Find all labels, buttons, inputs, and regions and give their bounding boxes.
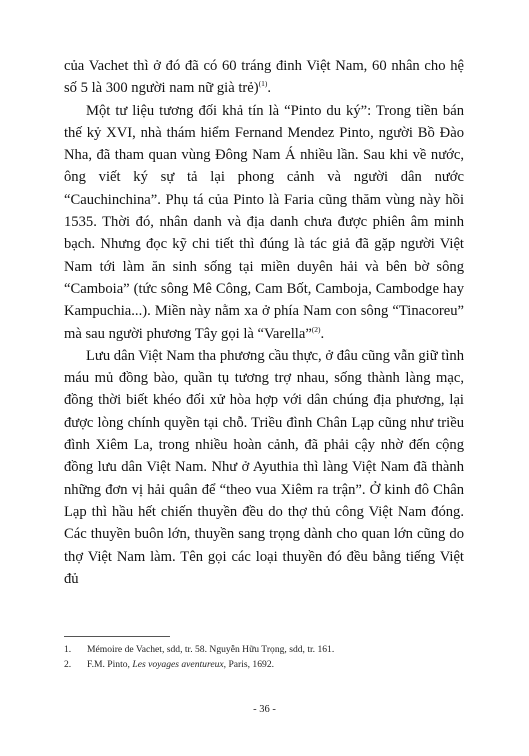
footnote-text-plain: F.M. Pinto, (87, 659, 133, 670)
footnote-number: 1. (64, 644, 72, 655)
paragraph-3 (64, 345, 464, 590)
footnote-1 (64, 642, 464, 657)
footnote-text-plain: Paris, 1692. (226, 659, 275, 670)
paragraph-2 (64, 100, 464, 345)
paragraph-text: Một tư liệu tương đối khả tín là “Pinto du ký”: Trong tiền bán thế kỷ XVI, nhà thám hiểm Fernand Mendez Pinto, người Bồ Đào Nha, đã tham quan vùng Đông Nam Á nhiều lần. Sau khi về nước, ông viết ký sự tả lại phong cảnh và người dân nước “Cauchinchina”. Phụ tá của Pinto là Faria cũng thăm vùng này hồi 1535. Thời đó, nhân danh và địa danh chưa được phiên âm minh bạch. Nhưng đọc kỹ chi tiết thì đúng là tác giả đã gặp người Việt Nam tới làm ăn sinh sống tại miền duyên hải và bên bờ sông “Camboia” (tức sông Mê Công, Cam Bốt, Camboja, Cambodge hay Kampuchia...). Miền này nằm xa ở phía Nam con sông “Tinacoreu” mà sau người phương Tây gọi là “Varella” (64, 102, 464, 342)
footnote-text-plain: Mémoire de Vachet, sdd, tr. 58. Nguyễn Hữu Trọng, sdd, tr. 161. (87, 644, 335, 655)
paragraph-text: của Vachet thì ở đó đã có 60 tráng đinh Việt Nam, 60 nhân cho hệ số 5 là 300 người nam nữ già trẻ) (64, 58, 464, 97)
paragraph-tail: . (320, 325, 325, 342)
page-number: - 36 - (253, 704, 276, 715)
footnote-number: 2. (64, 659, 72, 670)
footnote-2 (64, 657, 464, 672)
paragraph-1 (64, 55, 464, 100)
footnote-book-title: Les voyages aventureux, (132, 659, 227, 670)
footnote-text (87, 657, 274, 672)
footnote-divider (64, 636, 170, 637)
main-text (64, 55, 464, 590)
paragraph-text: Lưu dân Việt Nam tha phương cầu thực, ở đâu cũng vẫn giữ tình máu mủ đồng bào, quần tụ tương trợ nhau, sống thành làng mạc, đồng thời biết khéo đối xử hòa hợp với dân chúng địa phương, lại được lòng chính quyền tại chỗ. Triều đình Chân Lạp cũng như triều đình Xiêm La, trong nhiều hoàn cảnh, đã phải cậy nhờ đến cộng đồng lưu dân Việt Nam. Như ở Ayuthia thì làng Việt Nam đã thành những đơn vị hải quân để “theo vua Xiêm ra trận”. Ở kinh đô Chân Lạp thì hầu hết chiến thuyền đều do thợ thủ công Việt Nam đóng. Các thuyền buôn lớn, thuyền sang trọng dành cho quan lớn cũng do thợ Việt Nam làm. Tên gọi các loại thuyền đó đều bằng tiếng Việt đủ (64, 347, 464, 587)
footnotes (64, 642, 464, 672)
footnote-ref-2: (2) (311, 324, 321, 334)
footnote-text (87, 642, 334, 657)
footnote-ref-1: (1) (258, 79, 268, 89)
paragraph-tail: . (267, 80, 271, 97)
